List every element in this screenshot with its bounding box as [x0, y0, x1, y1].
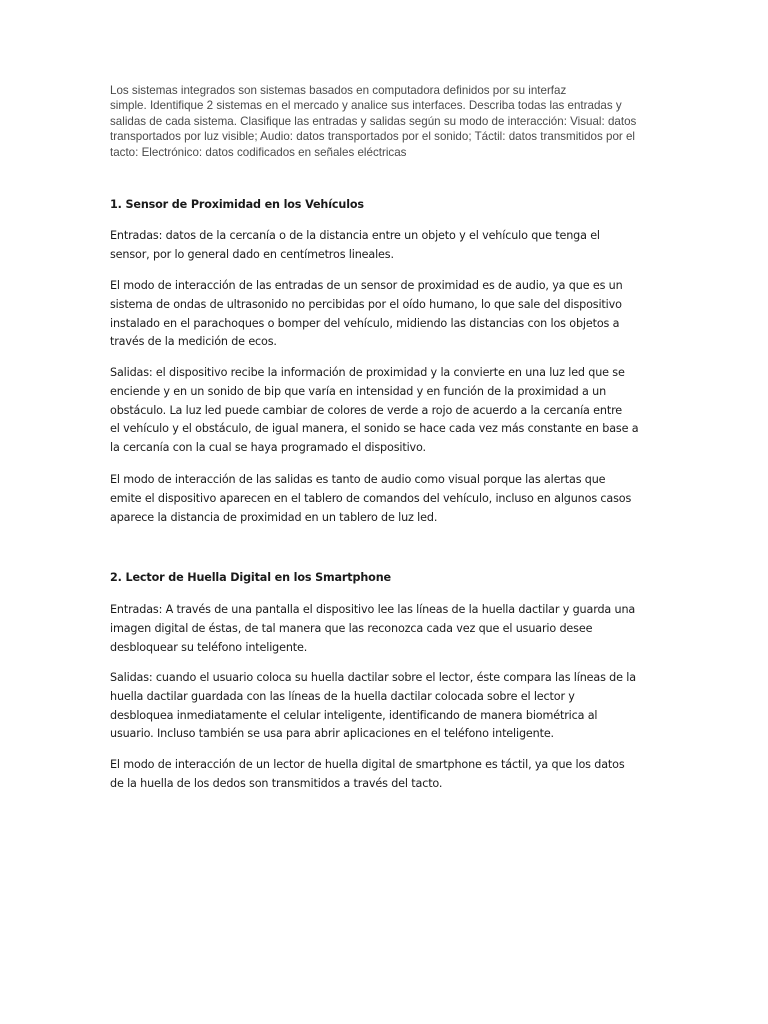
text-line: través de la medición de ecos.	[110, 335, 277, 349]
text-line: desbloquea inmediatamente el celular inteligente, identificando de manera biométrica al	[110, 708, 598, 722]
text-line: El modo de interacción de un lector de huella digital de smartphone es táctil, ya que los datos	[110, 758, 625, 771]
text-line: imagen digital de éstas, de tal manera que las reconozca cada vez que el usuario desee	[110, 621, 593, 635]
text-line: usuario. Incluso también se usa para abrir aplicaciones en el teléfono inteligente.	[110, 727, 554, 741]
text-line: Entradas: A través de una pantalla el dispositivo lee las líneas de la huella dactilar y guarda una	[110, 603, 636, 616]
text-line: Entradas: datos de la cercanía o de la distancia entre un objeto y el vehículo que tenga el	[110, 229, 600, 242]
text-line: Salidas: cuando el usuario coloca su huella dactilar sobre el lector, éste compara las líneas de la	[110, 671, 636, 684]
text-line: de la huella de los dedos son transmitidos a través del tacto.	[110, 776, 443, 790]
intro-paragraph	[110, 83, 655, 160]
section2-modo	[110, 756, 660, 794]
text-line: desbloquear su teléfono inteligente.	[110, 640, 308, 654]
section1-modo-salidas	[110, 471, 660, 527]
text-line: El modo de interacción de las entradas de un sensor de proximidad es de audio, ya que es un	[110, 279, 623, 292]
text-line: enciende y en un sonido de bip que varía en intensidad y en función de la proximidad a un	[110, 384, 607, 398]
text-line: El modo de interacción de las salidas es tanto de audio como visual porque las alertas que	[110, 473, 606, 486]
section1-salidas	[110, 364, 660, 458]
section1-entradas	[110, 227, 660, 265]
text-line: Salidas: el dispositivo recibe la información de proximidad y la convierte en una luz led que se	[110, 366, 625, 379]
intro-line: tacto: Electrónico: datos codificados en señales eléctricas	[110, 145, 407, 159]
text-line: huella dactilar guardada con las líneas de la huella dactilar colocada sobre el lector y	[110, 689, 575, 703]
text-line: sensor, por lo general dado en centímetros lineales.	[110, 247, 394, 261]
intro-line: Los sistemas integrados son sistemas basados en computadora definidos por su interfaz	[110, 84, 567, 97]
section1-modo-entradas	[110, 277, 660, 352]
section2-heading: 2. Lector de Huella Digital en los Smartphone	[110, 571, 391, 584]
section1-heading: 1. Sensor de Proximidad en los Vehículos	[110, 198, 364, 211]
intro-line: simple. Identifique 2 sistemas en el mercado y analice sus interfaces. Describa todas las entradas y	[110, 99, 622, 113]
text-line: obstáculo. La luz led puede cambiar de colores de verde a rojo de acuerdo a la cercanía entre	[110, 403, 623, 417]
text-line: la cercanía con la cual se haya programado el dispositivo.	[110, 441, 426, 455]
section2-salidas	[110, 669, 660, 744]
text-line: sistema de ondas de ultrasonido no percibidas por el oído humano, lo que sale del dispositivo	[110, 297, 622, 311]
intro-line: transportados por luz visible; Audio: datos transportados por el sonido; Táctil: datos transmitidos por el	[110, 130, 636, 144]
text-line: emite el dispositivo aparecen en el tablero de comandos del vehículo, incluso en algunos casos	[110, 491, 632, 505]
section2-entradas	[110, 601, 660, 657]
text-line: instalado en el parachoques o bomper del vehículo, midiendo las distancias con los objetos a	[110, 316, 620, 330]
text-line: el vehículo y el obstáculo, de igual manera, el sonido se hace cada vez más constante en base a	[110, 422, 639, 436]
text-line: aparece la distancia de proximidad en un tablero de luz led.	[110, 510, 438, 524]
intro-line: salidas de cada sistema. Clasifique las entradas y salidas según su modo de interacción: Visual: datos	[110, 114, 637, 128]
